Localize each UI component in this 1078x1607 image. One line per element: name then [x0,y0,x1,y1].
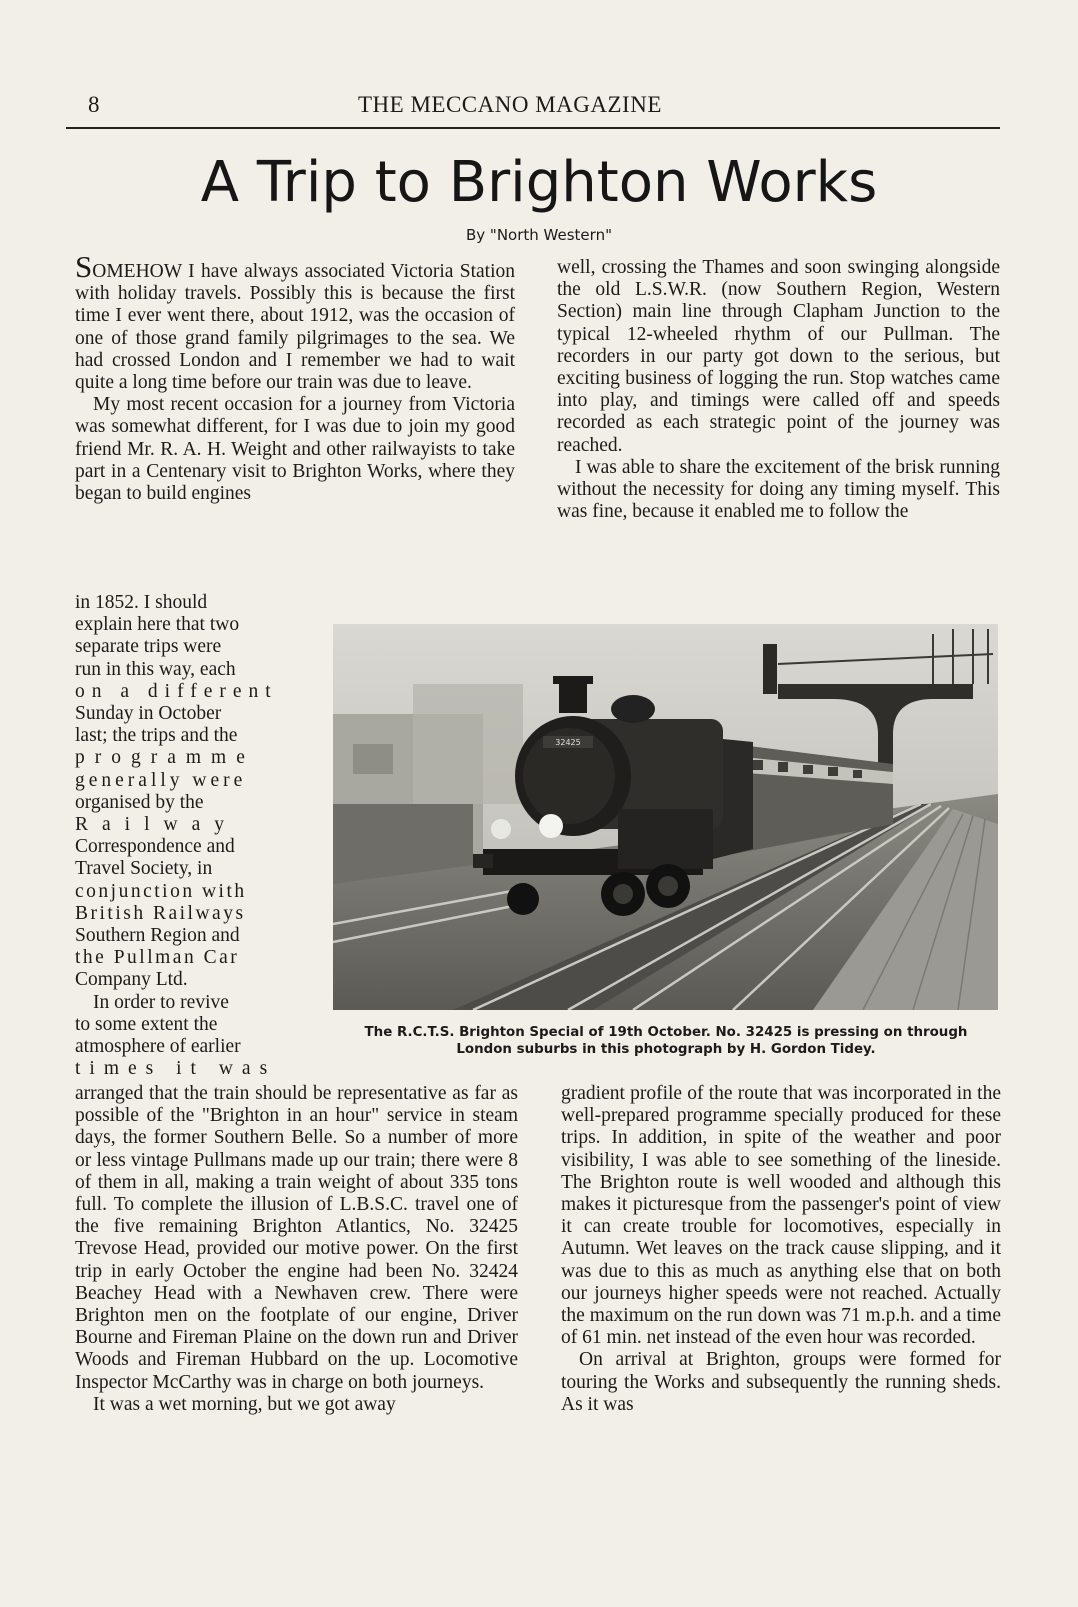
paragraph [75,249,515,394]
text-line: Correspondence and [75,836,235,858]
text-line: programme [75,747,255,769]
text-line: Railway [75,814,238,836]
page-number: 8 [88,92,100,117]
paragraph: On arrival at Brighton, groups were formed for touring the Works and subsequently the running sheds. As it was [561,1349,1001,1415]
column-1-bottom [75,1083,518,1416]
text-line: run in this way, each [75,658,236,680]
text-line: times it was [75,1058,277,1080]
paragraph: I was able to share the excitement of the brisk running without the necessity for doing any timing myself. This was fine, because it enabled me to follow the [557,456,1000,523]
text-line: to some extent the [75,1013,218,1035]
caption-line: The R.C.T.S. Brighton Special of 19th October. No. 32425 is pressing on through [364,1025,968,1040]
magazine-title: THE MECCANO MAGAZINE [358,92,662,117]
paragraph: It was a wet morning, but we got away [93,1393,396,1415]
text-line: in 1852. I should [75,592,208,613]
text-line: on a different [75,680,278,702]
text-line: Southern Region and [75,925,240,947]
column-1-top [75,249,515,505]
text-line: generally were [75,769,247,791]
column-1-narrow [75,592,305,1080]
text-line: Sunday in October [75,703,222,725]
photo-caption [330,1024,1002,1058]
article-byline: By "North Western" [466,226,612,244]
smokebox-number: 32425 [555,738,581,747]
text-line: Company Ltd. [75,969,188,991]
text-line: atmosphere of earlier [75,1036,241,1058]
article-title: A Trip to Brighton Works [200,150,878,215]
text-line: last; the trips and the [75,725,238,747]
header-rule [66,127,1000,129]
paragraph: gradient profile of the route that was incorporated in the well-prepared programme specially produced for these trips. In addition, in spite of the weather and poor visibility, I was able to see something of the lineside. The Brighton route is well wooded and although this makes it picturesque from the passenger's point of view it can create trouble for locomotives, especially in Autumn. Wet leaves on the track cause slipping, and it was due to this as much as anything else that on both our journeys higher speeds were not reached. Actually the maximum on the run down was 71 m.p.h. and a time of 61 min. net instead of the even hour was recorded. [561,1083,1001,1349]
text-line: explain here that two [75,614,240,636]
text-line: the Pullman Car [75,947,240,969]
text-line: In order to revive [93,991,229,1013]
text-line: Travel Society, in [75,858,213,880]
text-line: British Railways [75,902,246,924]
paragraph: My most recent occasion for a journey from Victoria was somewhat different, for I was due to join my good friend Mr. R. A. H. Weight and other railwayists to take part in a Centenary visit to Brighton Works, where they began to build engines [75,394,515,505]
paragraph-text: OMEHOW I have always associated Victoria Station with holiday travels. Possibly this is because the first time I ever went there, about 1912, was the occasion of one of those grand family pilgrimages to the sea. We had crossed London and I remember we had to wait quite a long time before our train was due to leave. [75,261,515,394]
text-line: conjunction with [75,880,247,902]
paragraph: well, crossing the Thames and soon swinging alongside the old L.S.W.R. (now Southern Region, Western Section) main line through Clapham Junction to the typical 12-wheeled rhythm of our Pullman. The recorders in our party got down to the serious, but exciting business of logging the run. Stop watches came into play, and timings were called off and speeds recorded as each strategic point of the journey was reached. [557,257,1000,456]
column-2-top [557,257,1000,523]
caption-line: London suburbs in this photograph by H. Gordon Tidey. [456,1042,876,1057]
paragraph: arranged that the train should be representative as far as possible of the "Brighton in an hour" service in steam days, the former Southern Belle. So a number of more or less vintage Pullmans made up our train; there were 8 of them in all, making a train weight of about 335 tons full. To complete the illusion of L.B.S.C. travel one of the five remaining Brighton Atlantics, No. 32425 Trevose Head, provided our motive power. On the first trip in early October the engine had been No. 32424 Beachey Head with a Newhaven crew. There were Brighton men on the footplate of our engine, Driver Bourne and Fireman Plaine on the down run and Driver Woods and Fireman Hubbard on the up. Locomotive Inspector McCarthy was in charge on both journeys. [75,1083,518,1393]
locomotive-photo-illustration [333,624,998,1010]
drop-cap: S [75,249,93,284]
text-line: separate trips were [75,636,222,658]
column-2-bottom [561,1083,1001,1416]
train-photo [333,624,998,1010]
text-line: organised by the [75,791,204,813]
